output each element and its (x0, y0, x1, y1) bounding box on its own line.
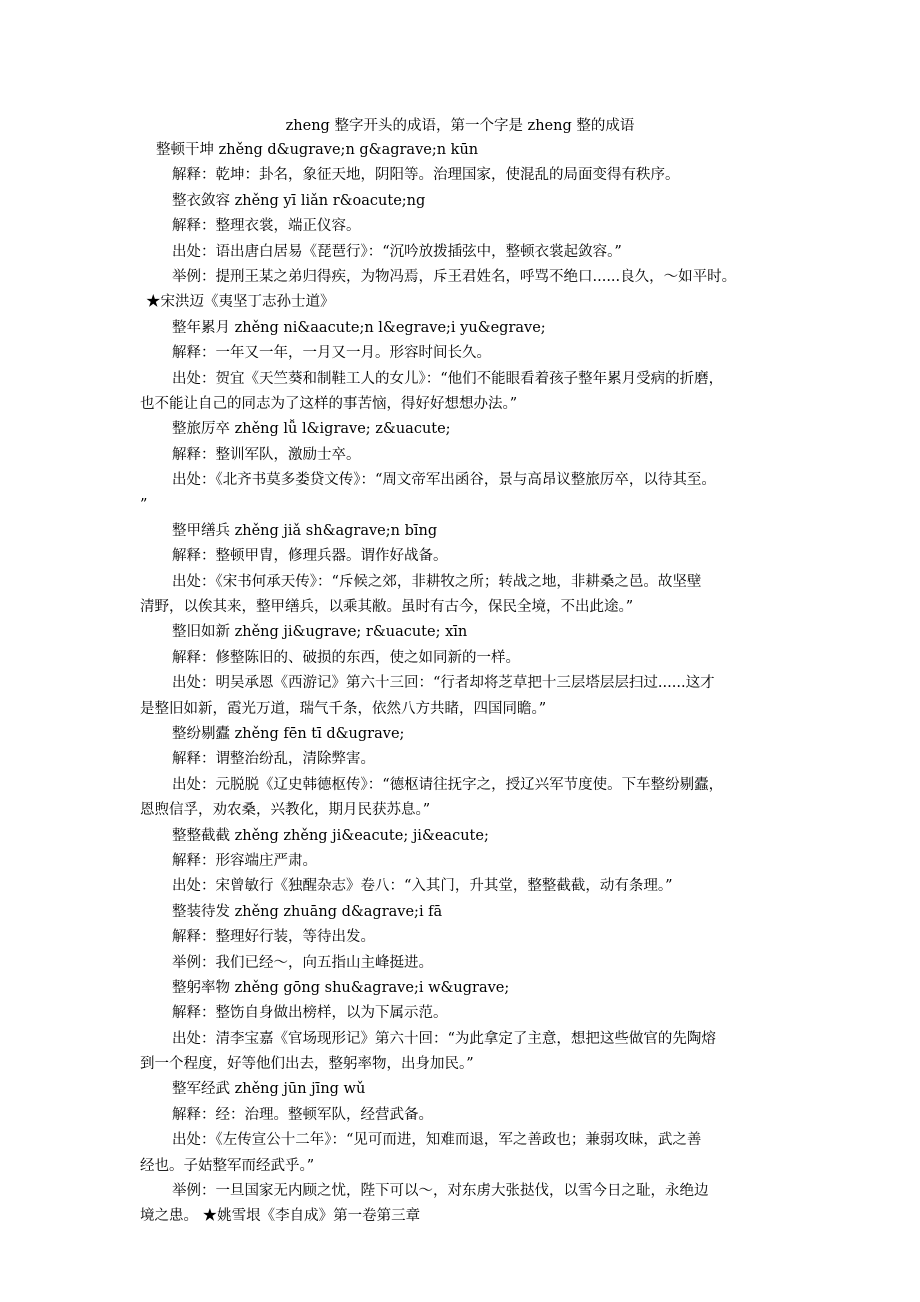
text-line: 解释：整顿甲胄，修理兵器。谓作好战备。 (172, 548, 448, 565)
text-line: 出处：宋曾敏行《独醒杂志》卷八：“入其门，升其堂，整整截截，动有条理。” (172, 878, 673, 895)
text-line: 整军经武 zhěng jūn jīng wǔ (172, 1081, 366, 1098)
text-line: 出处：语出唐白居易《琵琶行》：“沉吟放拨插弦中，整顿衣裳起敛容。” (172, 243, 622, 260)
text-line: 是整旧如新，霞光万道，瑞气千条，依然八方共睹，四国同瞻。” (140, 700, 547, 717)
text-line: 出处：《北齐书莫多娄贷文传》：“周文帝军出函谷，景与高昂议整旅厉卒，以待其至。 (172, 472, 716, 489)
text-line: ” (140, 497, 148, 514)
text-line: 整年累月 zhěng ni&aacute;n l&egrave;i yu&egrave; (172, 319, 546, 336)
text-line: 出处：明吴承恩《西游记》第六十三回：“行者却将芝草把十三层塔层层扫过......这才 (172, 675, 715, 692)
text-line: 出处：《宋书何承天传》：“斥候之郊，非耕牧之所；转战之地，非耕桑之邑。故坚壁 (172, 573, 702, 590)
text-line: 出处：元脱脱《辽史韩德枢传》：“德枢请往抚字之，授辽兴军节度使。下车整纷剔蠹， (172, 776, 724, 793)
text-line: 举例：一旦国家无内顾之忧，陛下可以～，对东虏大张挞伐，以雪今日之耻，永绝边 (172, 1183, 709, 1200)
text-line: 解释：乾坤：卦名，象征天地，阴阳等。治理国家，使混乱的局面变得有秩序。 (172, 167, 680, 184)
document-title: zheng 整字开头的成语，第一个字是 zheng 整的成语 (285, 118, 635, 134)
text-line: 境之患。 ★姚雪垠《李自成》第一卷第三章 (140, 1208, 421, 1225)
text-line: 到一个程度，好等他们出去，整躬率物，出身加民。” (140, 1056, 474, 1073)
text-line: 解释：整理好行装，等待出发。 (172, 929, 375, 946)
text-line: 解释：整训军队，激励士卒。 (172, 446, 361, 463)
text-line: 解释：修整陈旧的、破损的东西，使之如同新的一样。 (172, 649, 520, 666)
text-line: 整顿干坤 zhěng d&ugrave;n g&agrave;n kūn (156, 142, 479, 158)
text-line: 整纷剔蠹 zhěng fēn tī d&ugrave; (172, 725, 405, 742)
text-line: ★宋洪迈《夷坚丁志孙士道》 (146, 294, 335, 311)
text-line: 解释：整理衣裳，端正仪容。 (172, 218, 361, 235)
text-line: 解释：经：治理。整顿军队，经营武备。 (172, 1106, 433, 1123)
text-line: 整旅厉卒 zhěng lǚ l&igrave; z&uacute; (172, 421, 451, 438)
text-line: 恩煦信孚，劝农桑，兴教化，期月民获苏息。” (140, 802, 431, 819)
text-line: 整整截截 zhěng zhěng ji&eacute; ji&eacute; (172, 827, 489, 844)
text-line: 整甲缮兵 zhěng jiǎ sh&agrave;n bīng (172, 522, 438, 539)
text-line: 整旧如新 zhěng ji&ugrave; r&uacute; xīn (172, 624, 468, 641)
text-line: 解释：形容端庄严肃。 (172, 852, 317, 869)
text-line: 解释：整饬自身做出榜样，以为下属示范。 (172, 1005, 448, 1022)
text-line: 出处：《左传宣公十二年》：“见可而进，知难而退，军之善政也；兼弱攻昧，武之善 (172, 1132, 702, 1149)
text-line: 整躬率物 zhěng gōng shu&agrave;i w&ugrave; (172, 979, 510, 996)
text-line: 整衣敛容 zhěng yī liǎn r&oacute;ng (172, 192, 426, 209)
text-line: 也不能让自己的同志为了这样的事苦恼，得好好想想办法。” (140, 395, 518, 412)
document-body (140, 138, 800, 1230)
text-line: 解释：一年又一年，一月又一月。形容时间长久。 (172, 345, 491, 362)
text-line: 清野，以俟其来，整甲缮兵，以乘其敝。虽时有古今，保民全境，不出此途。” (140, 599, 634, 616)
text-line: 整装待发 zhěng zhuāng d&agrave;i fā (172, 903, 443, 920)
text-line: 出处：清李宝嘉《官场现形记》第六十回：“为此拿定了主意，想把这些做官的先陶熔 (172, 1030, 716, 1047)
text-line: 解释：谓整治纷乱，清除弊害。 (172, 751, 375, 768)
text-line: 出处：贺宜《天竺葵和制鞋工人的女儿》：“他们不能眼看着孩子整年累月受病的折磨， (172, 370, 724, 387)
text-line: 经也。子姑整军而经武乎。” (140, 1157, 315, 1174)
text-line: 举例：我们已经～，向五指山主峰挺进。 (172, 954, 433, 971)
text-line: 举例：提刑王某之弟归得疾，为物冯焉，斥王君姓名，呼骂不绝口......良久，～如平时。 (172, 268, 737, 285)
